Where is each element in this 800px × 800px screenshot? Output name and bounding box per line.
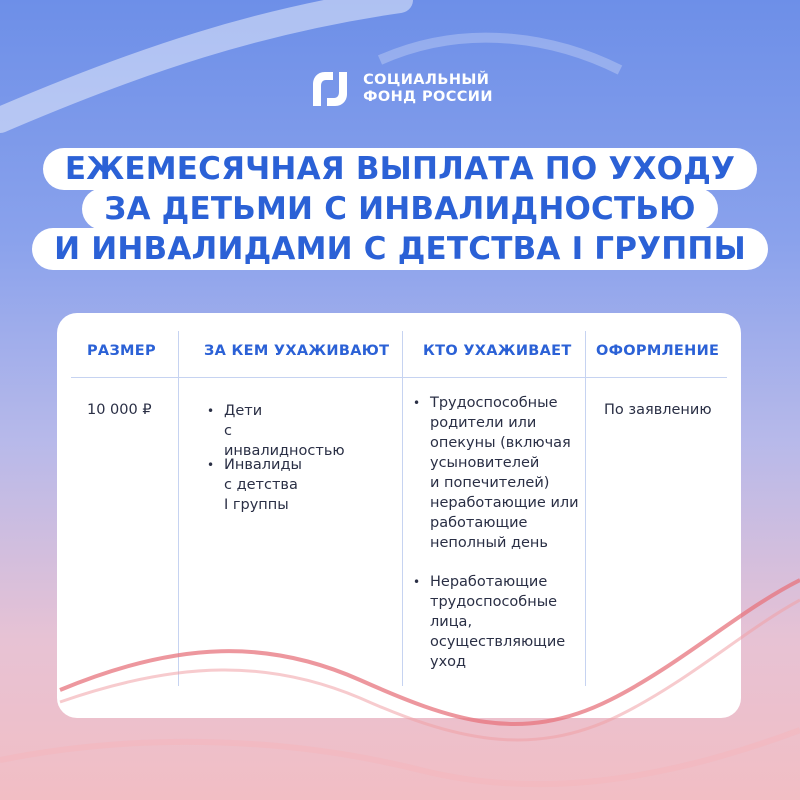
header-registration: ОФОРМЛЕНИЕ — [596, 343, 720, 359]
column-divider-2 — [402, 331, 403, 686]
column-divider-1 — [178, 331, 179, 686]
brand-name-line2: ФОНД РОССИИ — [363, 89, 493, 105]
sfr-logo-icon — [307, 66, 353, 112]
title-line-1: ЕЖЕМЕСЯЧНАЯ ВЫПЛАТА ПО УХОДУ — [43, 148, 757, 190]
header-cared-for: ЗА КЕМ УХАЖИВАЮТ — [204, 343, 390, 359]
header-amount: РАЗМЕР — [87, 343, 156, 359]
list-item: • Дети с инвалидностью — [207, 401, 345, 461]
title-line-3: И ИНВАЛИДАМИ С ДЕТСТВА I ГРУППЫ — [32, 228, 768, 270]
registration-value: По заявлению — [604, 402, 712, 418]
page-title — [0, 150, 800, 270]
list-item: • Трудоспособные родители или опекуны (включая усыновителей и попечителей) неработающие или работающие неполный день — [413, 393, 605, 553]
header-divider — [71, 377, 727, 378]
brand-name — [363, 72, 493, 106]
list-item: • Неработающие трудоспособные лица, осуществляющие уход — [413, 572, 605, 672]
amount-value: 10 000 ₽ — [87, 402, 152, 418]
title-line-2: ЗА ДЕТЬМИ С ИНВАЛИДНОСТЬЮ — [82, 188, 718, 230]
brand-logo — [0, 66, 800, 112]
list-item: • Инвалиды с детства I группы — [207, 455, 302, 515]
brand-name-line1: СОЦИАЛЬНЫЙ — [363, 72, 490, 88]
info-table-card — [57, 313, 741, 718]
header-caregivers: КТО УХАЖИВАЕТ — [423, 343, 572, 359]
